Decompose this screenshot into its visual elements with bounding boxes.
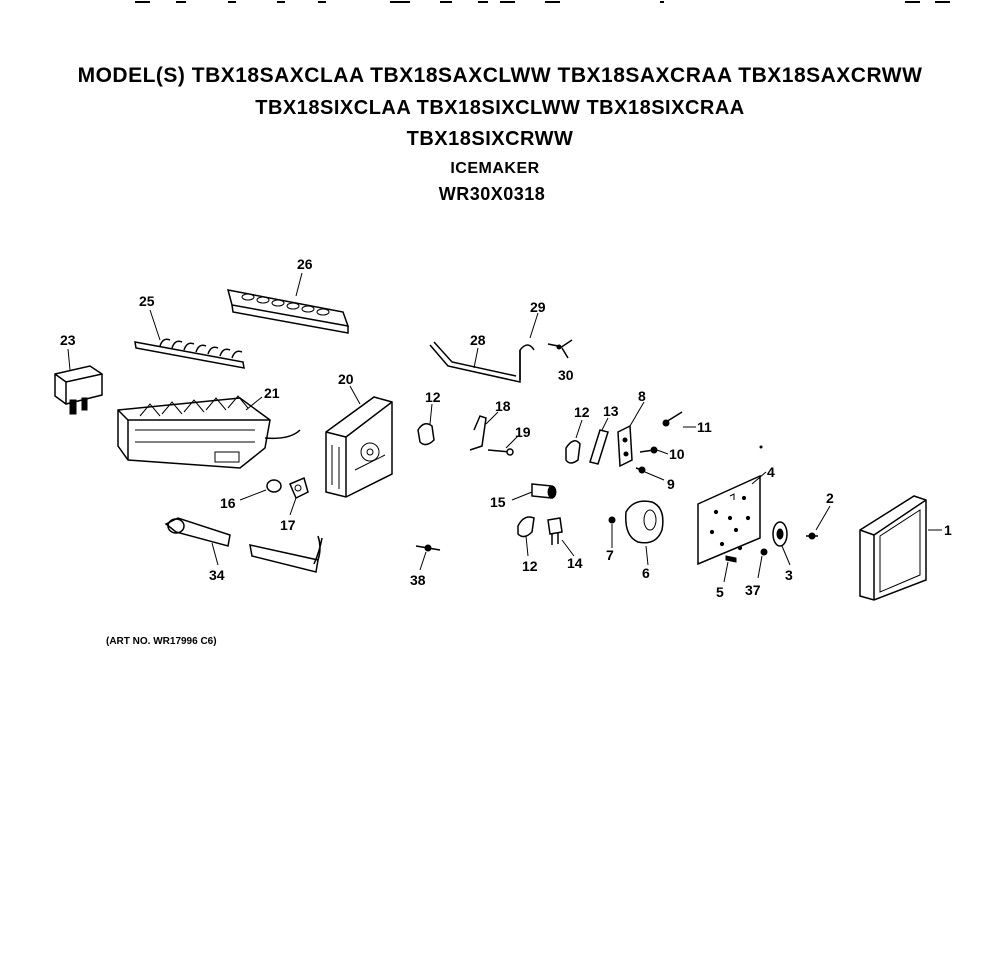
part-29-drawing	[520, 313, 538, 380]
callout-3: 3	[785, 567, 793, 583]
callout-16: 16	[220, 495, 236, 511]
callout-2: 2	[826, 490, 834, 506]
callout-37: 37	[745, 582, 761, 598]
callout-29: 29	[530, 299, 546, 315]
part-10-drawing	[640, 447, 668, 454]
callout-21: 21	[264, 385, 280, 401]
callout-17: 17	[280, 517, 296, 533]
callout-7: 7	[606, 547, 614, 563]
part-34-drawing	[166, 518, 230, 565]
part-37-drawing	[758, 549, 767, 578]
part-8-drawing	[618, 402, 644, 466]
callout-6: 6	[642, 565, 650, 581]
part-number: WR30X0318	[438, 184, 546, 204]
model-list-line-2: TBX18SIXCLAA TBX18SIXCLWW TBX18SIXCRAA	[255, 97, 745, 119]
callout-30: 30	[558, 367, 574, 383]
callout-34: 34	[209, 567, 225, 583]
callout-19: 19	[515, 424, 531, 440]
callout-12c: 12	[522, 558, 538, 574]
part-12c-drawing	[518, 517, 534, 556]
callout-26: 26	[297, 256, 313, 272]
part-6-drawing	[626, 501, 663, 565]
part-1-drawing	[860, 496, 942, 600]
part-16-drawing	[240, 480, 281, 500]
part-title: ICEMAKER	[450, 160, 540, 177]
scan-dot	[760, 446, 762, 448]
art-number-note: (ART NO. WR17996 C6)	[106, 636, 217, 647]
callout-15: 15	[490, 494, 506, 510]
callout-38: 38	[410, 572, 426, 588]
callout-23: 23	[60, 332, 76, 348]
part-19-drawing	[488, 436, 518, 455]
callout-13: 13	[603, 403, 619, 419]
part-4-drawing	[698, 472, 766, 564]
part-26-drawing	[228, 273, 348, 333]
part-3-drawing	[773, 522, 790, 565]
part-5-drawing	[724, 556, 736, 582]
part-12a-drawing	[418, 404, 434, 445]
part-2-drawing	[806, 506, 830, 539]
part-18-drawing	[470, 412, 498, 450]
callout-12a: 12	[425, 389, 441, 405]
callout-10: 10	[669, 446, 685, 462]
part-7-drawing	[609, 517, 615, 548]
part-9-drawing	[636, 467, 664, 480]
callout-9: 9	[667, 476, 675, 492]
part-13-drawing	[590, 418, 608, 464]
part-25-drawing	[135, 310, 244, 368]
callout-12b: 12	[574, 404, 590, 420]
callout-1: 1	[944, 522, 952, 538]
part-23-drawing	[55, 349, 102, 414]
part-11-drawing	[663, 412, 696, 427]
model-list-line-1: MODEL(S) TBX18SAXCLAA TBX18SAXCLWW TBX18SAXCRAA TBX18SAXCRWW	[77, 64, 923, 87]
callout-28: 28	[470, 332, 486, 348]
callout-25: 25	[139, 293, 155, 309]
callout-8: 8	[638, 388, 646, 404]
callout-18: 18	[495, 398, 511, 414]
part-38-drawing	[416, 545, 440, 570]
part-21-drawing	[118, 396, 300, 468]
part-20-drawing	[326, 386, 392, 497]
wire-harness-drawing	[250, 536, 322, 572]
part-15-drawing	[512, 484, 556, 500]
part-17-drawing	[290, 478, 308, 515]
part-12b-drawing	[566, 420, 582, 463]
callout-20: 20	[338, 371, 354, 387]
callout-14: 14	[567, 555, 583, 571]
part-14-drawing	[548, 518, 574, 556]
callout-11: 11	[697, 419, 712, 435]
model-list-line-3: TBX18SIXCRWW	[406, 128, 574, 150]
callout-4: 4	[767, 464, 775, 480]
part-30-drawing	[548, 340, 572, 358]
callout-5: 5	[716, 584, 724, 600]
part-28-drawing	[430, 342, 520, 382]
